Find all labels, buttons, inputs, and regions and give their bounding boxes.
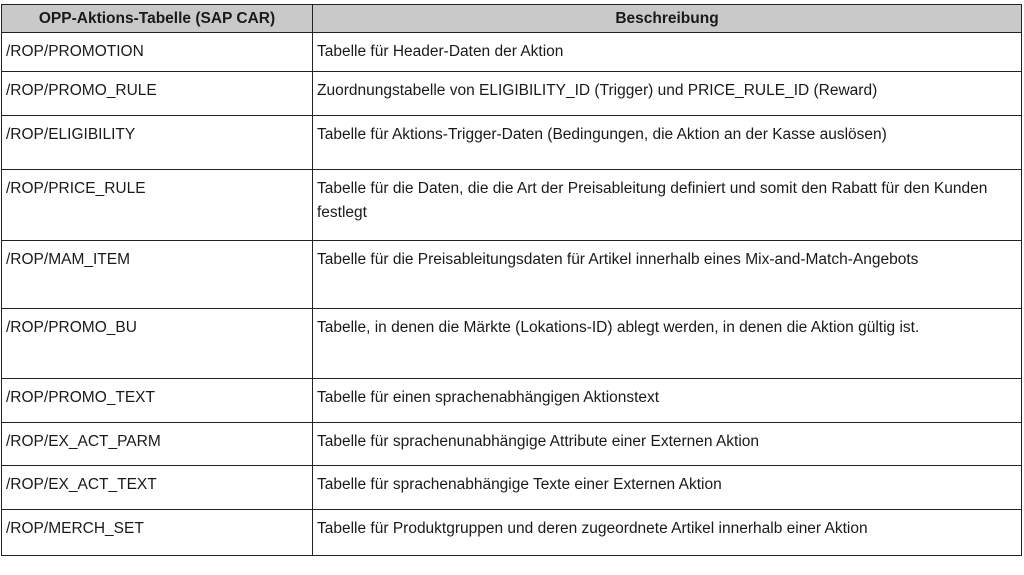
table-row xyxy=(2,170,1022,241)
opp-tables-overview xyxy=(1,4,1022,556)
table-row xyxy=(2,241,1022,309)
table-name-cell: /ROP/PROMO_RULE xyxy=(2,72,313,116)
table-row xyxy=(2,33,1022,72)
table-name-cell: /ROP/MAM_ITEM xyxy=(2,241,313,309)
table-name-cell: /ROP/EX_ACT_TEXT xyxy=(2,466,313,510)
description-cell: Zuordnungstabelle von ELIGIBILITY_ID (Trigger) und PRICE_RULE_ID (Reward) xyxy=(313,72,1022,116)
description-cell: Tabelle für sprachenunabhängige Attribute einer Externen Aktion xyxy=(313,423,1022,466)
column-header-description: Beschreibung xyxy=(313,5,1022,33)
column-header-table: OPP-Aktions-Tabelle (SAP CAR) xyxy=(2,5,313,33)
description-cell: Tabelle für Aktions-Trigger-Daten (Bedingungen, die Aktion an der Kasse auslösen) xyxy=(313,116,1022,170)
table-row xyxy=(2,423,1022,466)
header-row xyxy=(2,5,1022,33)
table-row xyxy=(2,379,1022,423)
description-cell: Tabelle für sprachenabhängige Texte einer Externen Aktion xyxy=(313,466,1022,510)
table-name-cell: /ROP/PROMO_TEXT xyxy=(2,379,313,423)
table-row xyxy=(2,309,1022,379)
table-row xyxy=(2,116,1022,170)
description-cell: Tabelle für einen sprachenabhängigen Aktionstext xyxy=(313,379,1022,423)
table-name-cell: /ROP/MERCH_SET xyxy=(2,510,313,556)
table-name-cell: /ROP/PROMOTION xyxy=(2,33,313,72)
description-cell: Tabelle, in denen die Märkte (Lokations-ID) ablegt werden, in denen die Aktion gültig ist. xyxy=(313,309,1022,379)
table-name-cell: /ROP/EX_ACT_PARM xyxy=(2,423,313,466)
description-cell: Tabelle für Header-Daten der Aktion xyxy=(313,33,1022,72)
table-name-cell: /ROP/ELIGIBILITY xyxy=(2,116,313,170)
description-cell: Tabelle für Produktgruppen und deren zugeordnete Artikel innerhalb einer Aktion xyxy=(313,510,1022,556)
description-cell: Tabelle für die Daten, die die Art der Preisableitung definiert und somit den Rabatt für den Kunden festlegt xyxy=(313,170,1022,241)
table-name-cell: /ROP/PROMO_BU xyxy=(2,309,313,379)
table-row xyxy=(2,510,1022,556)
table-row xyxy=(2,466,1022,510)
table-name-cell: /ROP/PRICE_RULE xyxy=(2,170,313,241)
description-cell: Tabelle für die Preisableitungsdaten für Artikel innerhalb eines Mix-and-Match-Angebots xyxy=(313,241,1022,309)
table-row xyxy=(2,72,1022,116)
